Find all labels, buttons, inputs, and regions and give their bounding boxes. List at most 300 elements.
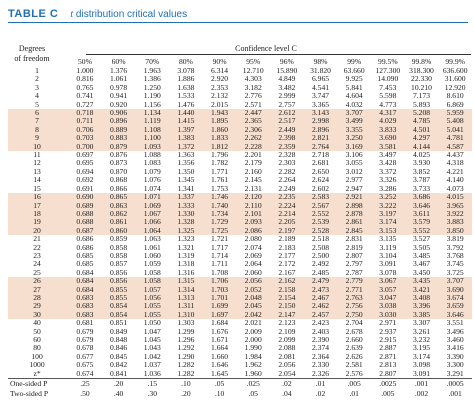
critical-value-cell: 2.764: [304, 143, 338, 151]
critical-value-cell: 8.610: [446, 92, 464, 101]
critical-value-cell: 1.646: [211, 361, 229, 370]
critical-value-cell: 3.768: [446, 251, 464, 260]
critical-value-cell: 3.833: [371, 126, 405, 134]
critical-value-cell: 1.386: [143, 75, 161, 84]
df-cell: 28: [8, 294, 68, 302]
critical-value-cell: 2.779: [337, 277, 371, 285]
critical-value-cell: 0.866: [110, 184, 128, 193]
critical-value-cell: 2.249: [278, 184, 296, 193]
critical-value-cell: 0.854: [102, 302, 136, 310]
table-row: [8, 117, 472, 125]
critical-value-cell: 4.587: [438, 143, 472, 151]
critical-value-cell: 2.756: [337, 302, 371, 310]
critical-value-cell: 3.505: [412, 243, 431, 252]
critical-value-cell: 1.303: [177, 319, 195, 328]
critical-value-cell: 4.317: [371, 109, 405, 117]
critical-value-cell: 3.421: [405, 286, 439, 294]
critical-value-cell: 2.042: [236, 311, 270, 319]
critical-value-cell: 3.091: [379, 260, 397, 269]
df-header-line2: of freedom: [14, 54, 50, 63]
critical-value-cell: 0.858: [110, 251, 128, 260]
critical-value-cell: 2.920: [211, 75, 229, 84]
critical-value-cell: 1.341: [177, 184, 195, 193]
critical-value-cell: 127.300: [375, 67, 401, 75]
critical-value-cell: 1.000: [76, 67, 94, 75]
critical-value-cell: 2.224: [270, 202, 304, 210]
critical-value-cell: 2.330: [311, 361, 330, 370]
critical-value-cell: 2.797: [345, 260, 363, 269]
critical-value-cell: 2.052: [236, 286, 270, 294]
critical-value-cell: 3.482: [278, 83, 296, 92]
critical-value-cell: 0.856: [110, 268, 128, 277]
critical-value-cell: 3.390: [446, 352, 464, 361]
critical-value-cell: 1.055: [135, 311, 169, 319]
table-row: [8, 67, 472, 75]
df-cell: 7: [8, 117, 68, 125]
df-cell: 24: [33, 260, 41, 269]
critical-value-cell: 1.376: [110, 67, 128, 75]
critical-value-cell: 12.710: [242, 67, 264, 75]
table-row: [8, 319, 472, 327]
df-cell: 40: [33, 319, 41, 328]
critical-value-cell: 2.000: [244, 336, 262, 344]
critical-value-cell: 1.325: [169, 227, 203, 235]
critical-value-cell: 0.857: [110, 260, 128, 269]
critical-value-cell: 15.890: [276, 67, 298, 75]
critical-value-cell: 2.048: [236, 294, 270, 302]
critical-value-cell: 3.646: [405, 202, 439, 210]
critical-value-cell: 2.819: [345, 243, 363, 252]
df-cell: 50: [33, 327, 41, 336]
critical-value-cell: 3.581: [371, 143, 405, 151]
critical-value-cell: 0.846: [110, 344, 128, 353]
df-cell: 26: [8, 277, 68, 285]
critical-value-cell: 1.886: [177, 75, 195, 84]
critical-value-cell: 3.291: [446, 369, 464, 378]
critical-value-cell: 1.397: [169, 126, 203, 134]
critical-value-cell: 2.500: [311, 251, 330, 260]
critical-value-cell: 2.583: [304, 193, 338, 201]
df-cell: 2: [35, 75, 39, 84]
critical-value-cell: 0.906: [102, 109, 136, 117]
critical-value-cell: 1.729: [203, 218, 237, 226]
critical-value-cell: 4.029: [371, 117, 405, 125]
critical-value-cell: 1.706: [203, 277, 237, 285]
critical-value-cell: 1.753: [211, 184, 229, 193]
critical-value-cell: 1.076: [143, 176, 161, 185]
critical-value-cell: 3.883: [438, 218, 472, 226]
critical-value-cell: 1.676: [211, 327, 229, 336]
critical-value-cell: 1.645: [211, 369, 229, 378]
two-sided-p-row-value: .40: [113, 389, 124, 399]
critical-value-cell: 0.677: [76, 352, 94, 361]
critical-value-cell: 14.090: [377, 75, 399, 84]
column-header: 80%: [178, 57, 193, 66]
critical-value-cell: 1.290: [177, 352, 195, 361]
table-row: [8, 361, 472, 369]
critical-value-cell: 0.679: [76, 336, 94, 344]
critical-value-cell: 2.650: [311, 167, 330, 176]
critical-value-cell: 1.356: [177, 159, 195, 168]
critical-value-cell: 3.174: [371, 218, 405, 226]
df-cell: 1: [35, 67, 39, 75]
critical-value-cell: 2.080: [244, 235, 262, 244]
critical-value-cell: 0.684: [68, 286, 102, 294]
critical-value-cell: 1.134: [135, 109, 169, 117]
confidence-level-label: Confidence level C: [235, 44, 297, 53]
critical-value-cell: 2.214: [270, 210, 304, 218]
critical-value-cell: 1.796: [211, 151, 229, 160]
critical-value-cell: 0.845: [110, 352, 128, 361]
critical-value-cell: 3.355: [337, 126, 371, 134]
critical-value-cell: 2.172: [278, 260, 296, 269]
df-cell: 16: [8, 193, 68, 201]
critical-value-cell: 2.154: [270, 294, 304, 302]
df-cell: 9: [8, 134, 68, 142]
critical-value-cell: 3.169: [337, 143, 371, 151]
critical-value-cell: 3.143: [304, 109, 338, 117]
critical-value-cell: 0.856: [102, 277, 136, 285]
critical-value-cell: 2.086: [236, 227, 270, 235]
critical-value-cell: 2.167: [278, 268, 296, 277]
critical-value-cell: 3.611: [405, 210, 439, 218]
table-row: [8, 218, 472, 226]
critical-value-cell: 3.408: [405, 294, 439, 302]
critical-value-cell: 1.282: [177, 361, 195, 370]
table-row: [8, 370, 472, 379]
critical-value-cell: 0.718: [68, 109, 102, 117]
critical-value-cell: 2.132: [211, 92, 229, 101]
confidence-rule: [86, 54, 471, 55]
critical-value-cell: 3.745: [446, 260, 464, 269]
critical-value-cell: 1.318: [177, 260, 195, 269]
critical-value-cell: 2.303: [278, 159, 296, 168]
critical-value-cell: 1.323: [177, 235, 195, 244]
critical-value-cell: 1.721: [211, 235, 229, 244]
critical-value-cell: 3.467: [412, 260, 431, 269]
df-cell: 18: [8, 210, 68, 218]
critical-value-cell: 2.887: [379, 344, 397, 353]
critical-value-cell: 2.009: [244, 327, 262, 336]
table-row: [8, 344, 472, 352]
critical-value-cell: 3.499: [337, 117, 371, 125]
df-cell: 21: [33, 235, 41, 244]
critical-value-cell: 1.064: [135, 227, 169, 235]
critical-value-cell: 2.473: [304, 286, 338, 294]
two-sided-p-row-value: .05: [248, 389, 258, 399]
critical-value-cell: 4.303: [244, 75, 262, 84]
critical-value-cell: 1.990: [244, 344, 262, 353]
critical-value-cell: 3.646: [438, 311, 472, 319]
critical-value-cell: 3.725: [446, 268, 464, 277]
critical-value-cell: 4.015: [438, 193, 472, 201]
critical-value-cell: 2.971: [379, 319, 397, 328]
critical-value-cell: 3.852: [412, 167, 431, 176]
critical-value-cell: 1.708: [211, 268, 229, 277]
df-cell: 11: [33, 151, 41, 160]
critical-value-cell: 1.714: [211, 251, 229, 260]
critical-value-cell: 5.959: [438, 109, 472, 117]
critical-value-cell: 318.300: [409, 67, 434, 75]
critical-value-cell: 31.600: [444, 75, 466, 84]
critical-value-cell: 2.467: [304, 294, 338, 302]
two-sided-p-row-value: .20: [181, 389, 191, 399]
critical-value-cell: 0.876: [110, 151, 128, 160]
table-body: [8, 67, 472, 399]
table-row: [8, 168, 472, 176]
critical-value-cell: 3.385: [405, 311, 439, 319]
table-subtitle-italic: t: [70, 8, 74, 20]
critical-value-cell: 1.315: [169, 277, 203, 285]
critical-value-cell: 4.221: [446, 167, 464, 176]
critical-value-cell: 3.690: [371, 134, 405, 142]
table-row: [8, 92, 472, 100]
critical-value-cell: 3.197: [371, 210, 405, 218]
critical-value-cell: 1.383: [169, 134, 203, 142]
table-row: [8, 151, 472, 159]
table-row: [8, 143, 472, 151]
critical-value-cell: 0.700: [68, 143, 102, 151]
t-critical-values-table: [8, 56, 472, 399]
critical-value-cell: 1.337: [169, 193, 203, 201]
critical-value-cell: 2.678: [345, 327, 363, 336]
df-cell: 100: [31, 352, 43, 361]
critical-value-cell: 3.250: [337, 134, 371, 142]
df-cell: 29: [8, 302, 68, 310]
critical-value-cell: 3.078: [379, 268, 397, 277]
critical-value-cell: 2.353: [211, 83, 229, 92]
critical-value-cell: 1.761: [211, 176, 229, 185]
table-row: [8, 126, 472, 134]
critical-value-cell: 2.150: [270, 302, 304, 310]
critical-value-cell: 1.067: [135, 210, 169, 218]
critical-value-cell: 1.119: [135, 117, 169, 125]
critical-value-cell: 2.069: [244, 251, 262, 260]
critical-value-cell: 3.428: [379, 159, 397, 168]
critical-value-cell: 0.685: [76, 260, 94, 269]
df-cell: z*: [33, 369, 41, 378]
critical-value-cell: 3.527: [412, 235, 431, 244]
critical-value-cell: 4.849: [278, 75, 296, 84]
critical-value-cell: 3.674: [438, 294, 472, 302]
critical-value-cell: 2.189: [278, 235, 296, 244]
critical-value-cell: 1.037: [143, 361, 161, 370]
critical-value-cell: 0.842: [110, 361, 128, 370]
critical-value-cell: 2.567: [304, 202, 338, 210]
table-row: [8, 286, 472, 294]
critical-value-cell: 1.701: [203, 294, 237, 302]
critical-value-cell: 4.781: [438, 134, 472, 142]
critical-value-cell: 3.707: [438, 277, 472, 285]
critical-value-cell: 2.626: [345, 352, 363, 361]
critical-value-cell: 0.859: [110, 235, 128, 244]
column-header: 99.5%: [378, 57, 398, 66]
two-sided-p-row-value: .001: [448, 389, 462, 399]
table-row: [8, 336, 472, 344]
critical-value-cell: 4.604: [345, 92, 363, 101]
critical-value-cell: 1.984: [244, 352, 262, 361]
critical-value-cell: 6.314: [211, 67, 229, 75]
critical-value-cell: 0.855: [102, 294, 136, 302]
column-header-row: [8, 56, 472, 67]
critical-value-cell: 1.036: [143, 369, 161, 378]
table-row: [8, 277, 472, 285]
critical-value-cell: 4.541: [311, 83, 330, 92]
critical-value-cell: 3.252: [371, 193, 405, 201]
critical-value-cell: 1.069: [135, 202, 169, 210]
column-header-df: [8, 56, 68, 67]
critical-value-cell: 2.145: [244, 176, 262, 185]
critical-value-cell: 0.978: [110, 83, 128, 92]
critical-value-cell: 2.235: [270, 193, 304, 201]
df-cell: 80: [33, 344, 41, 353]
critical-value-cell: 2.947: [345, 184, 363, 193]
critical-value-cell: 63.660: [343, 67, 365, 75]
critical-value-cell: 0.688: [68, 210, 102, 218]
critical-value-cell: 1.782: [211, 159, 229, 168]
critical-value-cell: 4.785: [405, 117, 439, 125]
df-cell: 14: [33, 176, 41, 185]
critical-value-cell: 2.205: [270, 218, 304, 226]
critical-value-cell: 4.144: [405, 143, 439, 151]
critical-value-cell: 2.374: [311, 344, 330, 353]
critical-value-cell: 0.860: [102, 227, 136, 235]
critical-value-cell: 0.873: [110, 159, 128, 168]
critical-value-cell: 2.282: [278, 167, 296, 176]
critical-value-cell: 2.447: [236, 109, 270, 117]
column-header: 99.9%: [445, 57, 465, 66]
df-cell: 3: [35, 83, 39, 92]
critical-value-cell: 0.678: [76, 344, 94, 353]
critical-value-cell: 3.690: [438, 286, 472, 294]
critical-value-cell: 0.695: [76, 159, 94, 168]
critical-value-cell: 0.816: [76, 75, 94, 84]
critical-value-cell: 3.091: [412, 369, 431, 378]
critical-value-cell: 1.063: [143, 235, 161, 244]
two-sided-p-row-value: .50: [80, 389, 90, 399]
critical-value-cell: 1.697: [203, 311, 237, 319]
critical-value-cell: 2.015: [211, 100, 229, 109]
critical-value-cell: 0.855: [102, 286, 136, 294]
df-cell: 12: [33, 159, 41, 168]
table-title: [8, 6, 468, 23]
critical-value-cell: 3.106: [345, 151, 363, 160]
critical-value-cell: 1.771: [211, 167, 229, 176]
critical-value-cell: 9.925: [345, 75, 363, 84]
critical-value-cell: 3.497: [379, 151, 397, 160]
critical-value-cell: 2.937: [379, 327, 397, 336]
critical-value-cell: 0.686: [76, 243, 94, 252]
df-cell: 20: [8, 227, 68, 235]
column-header: 96%: [279, 57, 294, 66]
two-sided-p-row-value: .10: [214, 389, 225, 399]
two-sided-p-row-label: Two-sided P: [10, 389, 49, 399]
critical-value-cell: 2.162: [270, 277, 304, 285]
critical-value-cell: 2.508: [311, 243, 330, 252]
critical-value-cell: 2.364: [311, 352, 330, 361]
critical-value-cell: 1.299: [177, 327, 195, 336]
critical-value-cell: 3.195: [412, 344, 431, 353]
critical-value-cell: 2.201: [244, 151, 262, 160]
df-cell: 5: [35, 100, 39, 109]
critical-value-cell: 1.372: [169, 143, 203, 151]
critical-value-cell: 0.741: [76, 92, 94, 101]
df-cell: 17: [8, 202, 68, 210]
critical-value-cell: 3.119: [379, 243, 397, 252]
critical-value-cell: 0.688: [68, 218, 102, 226]
critical-value-cell: 4.297: [405, 134, 439, 142]
critical-value-cell: 4.073: [446, 184, 464, 193]
critical-value-cell: 3.733: [412, 184, 431, 193]
critical-value-cell: 0.879: [102, 143, 136, 151]
critical-value-cell: 1.711: [211, 260, 228, 269]
critical-value-cell: 1.746: [203, 193, 237, 201]
critical-value-cell: 0.889: [102, 126, 136, 134]
critical-value-cell: 1.319: [177, 251, 195, 260]
critical-value-cell: 3.078: [177, 67, 195, 75]
critical-value-cell: 0.727: [76, 100, 94, 109]
critical-value-cell: 2.264: [278, 176, 296, 185]
critical-value-cell: 3.261: [412, 327, 431, 336]
critical-value-cell: 2.602: [311, 184, 330, 193]
one-sided-p-row-label: One-sided P: [8, 379, 68, 390]
df-cell: 25: [33, 268, 41, 277]
critical-value-cell: 0.684: [76, 268, 94, 277]
critical-value-cell: 3.057: [371, 286, 405, 294]
critical-value-cell: 0.858: [110, 243, 128, 252]
critical-value-cell: 1.476: [177, 100, 195, 109]
table-row: [8, 235, 472, 243]
critical-value-cell: 0.883: [102, 134, 136, 142]
critical-value-cell: 1.061: [143, 243, 161, 252]
critical-value-cell: 1.060: [143, 251, 161, 260]
critical-value-cell: 0.689: [68, 202, 102, 210]
critical-value-cell: 1.059: [143, 260, 161, 269]
critical-value-cell: 1.083: [143, 159, 161, 168]
critical-value-cell: 1.671: [211, 336, 229, 344]
critical-value-cell: 3.326: [379, 176, 397, 185]
df-cell: 4: [35, 92, 39, 101]
critical-value-cell: 1.321: [177, 243, 195, 252]
critical-value-cell: 1.282: [177, 369, 195, 378]
critical-value-cell: 2.183: [278, 243, 296, 252]
critical-value-cell: 1.684: [211, 319, 229, 328]
one-sided-p-row-value: .025: [236, 379, 270, 390]
critical-value-cell: 0.848: [110, 336, 128, 344]
critical-value-cell: 1.055: [135, 302, 169, 310]
critical-value-cell: 1.440: [169, 109, 203, 117]
critical-value-cell: 2.359: [270, 143, 304, 151]
critical-value-cell: 0.684: [68, 277, 102, 285]
critical-value-cell: 6.965: [311, 75, 330, 84]
critical-value-cell: 3.038: [371, 302, 405, 310]
critical-value-cell: 1.108: [135, 126, 169, 134]
critical-value-cell: 2.390: [311, 336, 330, 344]
critical-value-cell: 1.310: [169, 311, 203, 319]
column-header: 50%: [77, 57, 92, 66]
critical-value-cell: 3.579: [405, 218, 439, 226]
critical-value-cell: 1.043: [143, 344, 161, 353]
two-sided-p-row-value: .002: [414, 389, 429, 399]
critical-value-cell: 0.841: [110, 369, 128, 378]
df-cell: 8: [8, 126, 68, 134]
one-sided-p-row: [8, 379, 472, 390]
critical-value-cell: 0.697: [76, 151, 94, 160]
one-sided-p-row-value: .20: [102, 379, 136, 390]
critical-value-cell: 1.345: [177, 176, 195, 185]
critical-value-cell: 2.871: [379, 352, 397, 361]
critical-value-cell: 2.449: [270, 126, 304, 134]
